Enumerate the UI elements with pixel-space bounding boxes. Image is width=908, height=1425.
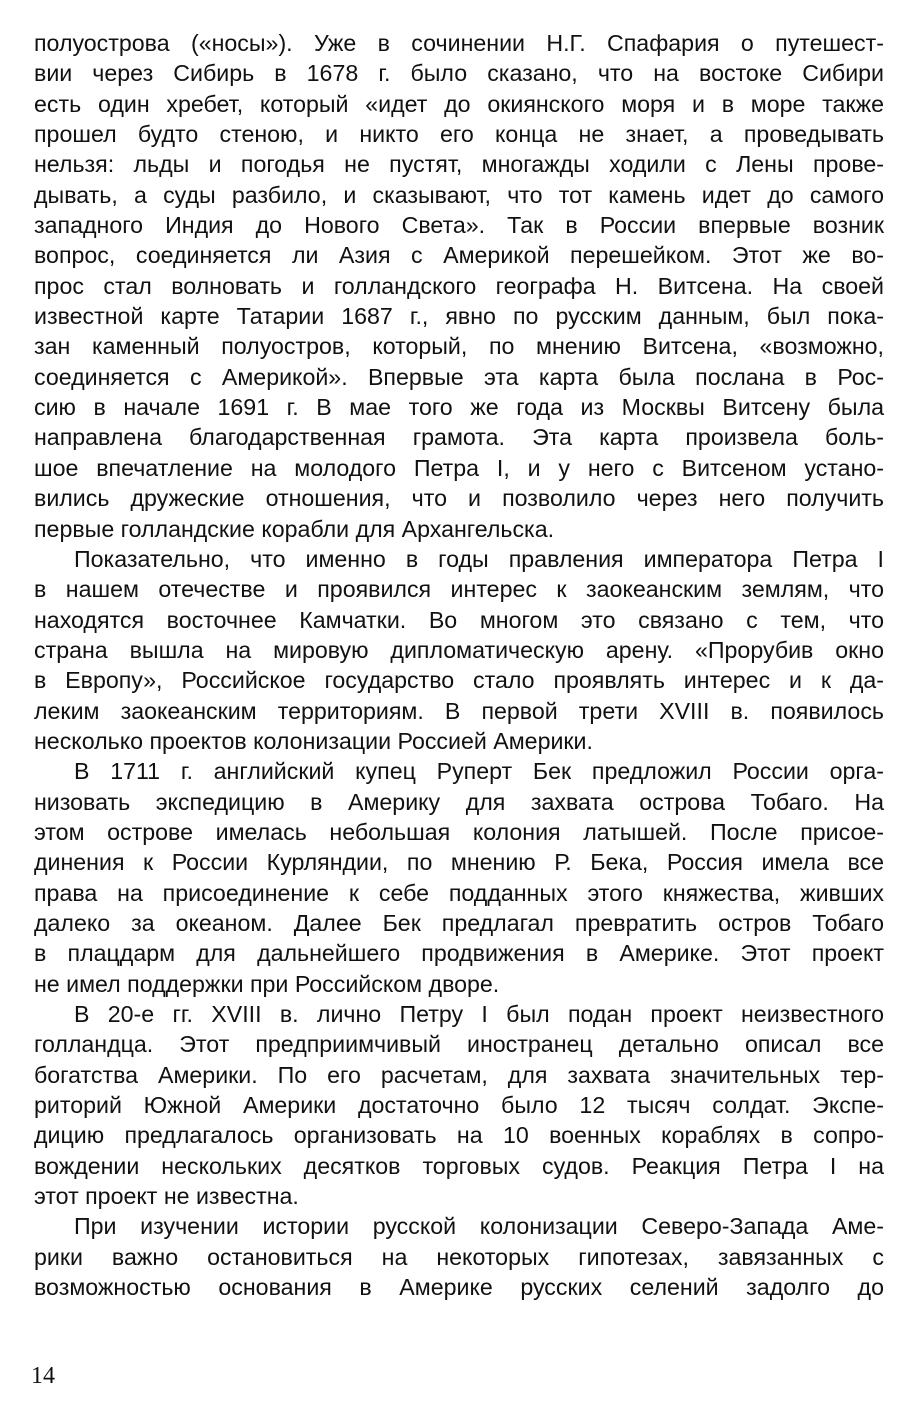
text-line: этом острове имелась небольшая колония латышей. После присое- (34, 818, 884, 845)
paragraph-4 (34, 999, 884, 1211)
text-line: направлена благодарственная грамота. Эта карта произвела боль- (34, 424, 884, 451)
text-line: дицию предлагалось организовать на 10 военных кораблях в сопро- (34, 1122, 884, 1149)
text-line: низовать экспедицию в Америку для захвата острова Тобаго. На (34, 788, 884, 815)
page-body (34, 28, 884, 1302)
text-line: в плацдарм для дальнейшего продвижения в Америке. Этот проект (34, 940, 884, 967)
text-line: вии через Сибирь в 1678 г. было сказано, что на востоке Сибири (34, 60, 884, 87)
text-line: в нашем отечестве и проявился интерес к заокеанским землям, что (34, 576, 884, 603)
text-line: сию в начале 1691 г. В мае того же года из Москвы Витсену была (34, 394, 884, 421)
text-line: При изучении истории русской колонизации Северо-Запада Аме- (74, 1213, 884, 1240)
text-line: прос стал волновать и голландского географа Н. Витсена. На своей (34, 272, 884, 299)
text-line: рики важно остановиться на некоторых гипотезах, завязанных с (34, 1243, 884, 1270)
text-line: не имел поддержки при Российском дворе. (34, 970, 500, 997)
text-line: в Европу», Российское государство стало проявлять интерес и к да- (34, 667, 884, 694)
text-line: права на присоединение к себе подданных этого княжества, живших (34, 879, 884, 906)
text-line: возможностью основания в Америке русских селений задолго до (34, 1274, 884, 1301)
text-line: западного Индия до Нового Света». Так в России впервые возник (34, 212, 884, 239)
text-line: дывать, а суды разбило, и сказывают, что тот камень идет до самого (34, 181, 884, 208)
paragraph-2 (34, 544, 884, 756)
paragraph-5 (34, 1211, 884, 1302)
text-line: леким заокеанским территориям. В первой трети XVIII в. появилось (34, 697, 884, 724)
text-line: известной карте Татарии 1687 г., явно по русским данным, был пока- (34, 303, 884, 330)
text-line: полуострова («носы»). Уже в сочинении Н.Г. Спафария о путешест- (34, 30, 884, 56)
text-line: В 1711 г. английский купец Руперт Бек предложил России орга- (74, 758, 884, 785)
text-line: прошел будто стеною, и никто его конца не знает, а проведывать (34, 121, 884, 148)
text-line: нельзя: льды и погодья не пустят, многажды ходили с Лены прове- (34, 151, 884, 178)
text-line: шое впечатление на молодого Петра I, и у него с Витсеном устано- (34, 454, 884, 481)
text-line: голландца. Этот предприимчивый иностранец детально описал все (34, 1031, 884, 1058)
text-line: находятся восточнее Камчатки. Во многом это связано с тем, что (34, 606, 884, 633)
text-line: зан каменный полуостров, который, по мнению Витсена, «возможно, (34, 333, 884, 360)
paragraph-3 (34, 756, 884, 999)
text-line: соединяется с Америкой». Впервые эта карта была послана в Рос- (34, 363, 884, 390)
text-line: В 20-е гг. XVIII в. лично Петру I был подан проект неизвестного (74, 1001, 884, 1027)
text-line: есть один хребет, который «идет до окиянского моря и в море также (34, 90, 884, 117)
text-line: этот проект не известна. (34, 1183, 299, 1210)
text-line: богатства Америки. По его расчетам, для захвата значительных тер- (34, 1061, 884, 1088)
text-line: вились дружеские отношения, что и позволило через него получить (34, 485, 884, 512)
paragraph-1 (34, 28, 884, 544)
text-line: первые голландские корабли для Архангельска. (34, 515, 555, 542)
text-line: динения к России Курляндии, по мнению Р. Бека, Россия имела все (34, 849, 884, 876)
text-line: риторий Южной Америки достаточно было 12 тысяч солдат. Экспе- (34, 1092, 884, 1119)
text-line: страна вышла на мировую дипломатическую арену. «Прорубив окно (34, 636, 884, 663)
text-line: Показательно, что именно в годы правления императора Петра I (74, 545, 884, 572)
text-line: несколько проектов колонизации Россией Америки. (34, 727, 593, 754)
text-line: вопрос, соединяется ли Азия с Америкой перешейком. Этот же во- (34, 242, 884, 269)
text-line: вождении нескольких десятков торговых судов. Реакция Петра I на (34, 1152, 884, 1179)
text-line: далеко за океаном. Далее Бек предлагал превратить остров Тобаго (34, 909, 884, 936)
page-number: 14 (31, 1363, 55, 1389)
